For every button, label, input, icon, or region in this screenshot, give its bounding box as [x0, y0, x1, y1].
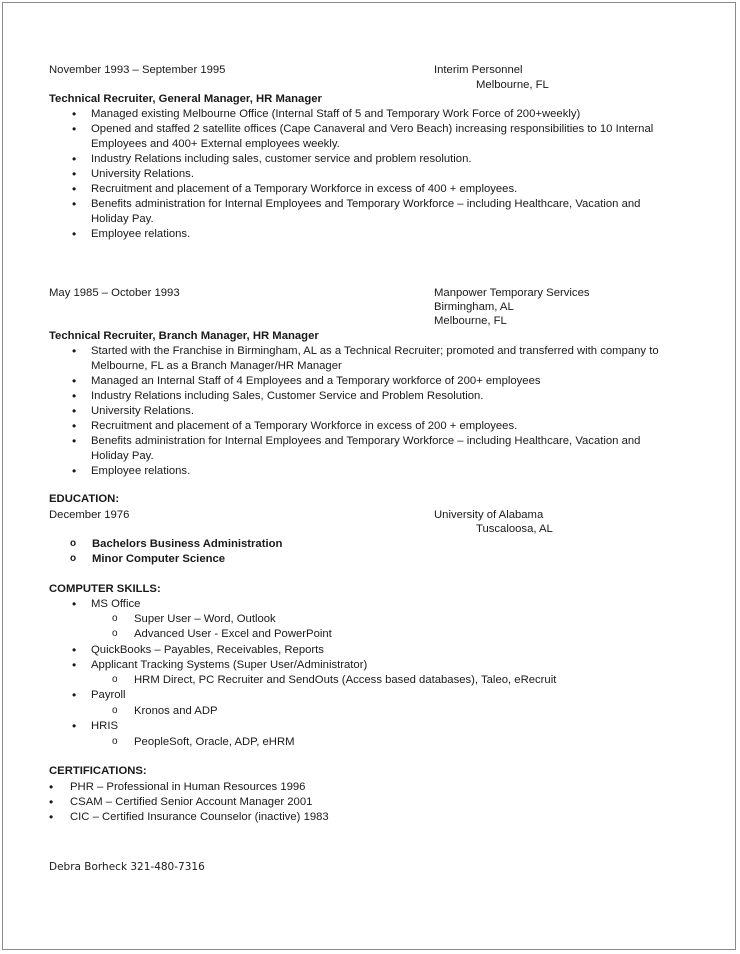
list-item: • Benefits administration for Internal Employees and Temporary Workforce – including Healthcare, Vacation and Holiday Pay.	[49, 197, 649, 227]
list-item: o Super User – Word, Outlook	[134, 612, 332, 627]
job1-bullet-list	[49, 107, 654, 242]
certifications-list	[49, 780, 329, 825]
hris-sub-list	[134, 735, 295, 750]
list-item: • Benefits administration for Internal Employees and Temporary Workforce – including Healthcare, Vacation and Holiday Pay.	[49, 434, 649, 464]
list-item: • Managed existing Melbourne Office (Internal Staff of 5 and Temporary Work Force of 200+weekly)	[49, 107, 649, 122]
job1-company: Interim Personnel	[434, 64, 523, 76]
list-item: • CIC – Certified Insurance Counselor (inactive) 1983	[49, 810, 329, 825]
list-item: • PHR – Professional in Human Resources 1996	[49, 780, 329, 795]
list-item: • University Relations.	[49, 404, 649, 419]
list-item: • MS Office	[49, 597, 649, 612]
education-school: University of Alabama	[434, 509, 544, 521]
job2-company: Manpower Temporary Services	[434, 287, 590, 299]
education-date: December 1976	[49, 509, 130, 521]
list-item: o Bachelors Business Administration	[92, 537, 282, 552]
skills-heading: COMPUTER SKILLS:	[49, 583, 161, 595]
skills-list-3	[49, 688, 649, 703]
list-item: o Advanced User - Excel and PowerPoint	[134, 627, 332, 642]
education-list	[92, 537, 282, 567]
ats-sub-list	[134, 673, 556, 688]
ms-office-sub-list	[134, 612, 332, 642]
list-item: • Managed an Internal Staff of 4 Employees and a Temporary workforce of 200+ employees	[49, 374, 649, 389]
list-item: • Payroll	[49, 688, 649, 703]
list-item: o Minor Computer Science	[92, 552, 282, 567]
list-item: • Employee relations.	[49, 227, 649, 242]
list-item: • Opened and staffed 2 satellite offices (Cape Canaveral and Vero Beach) increasing responsibilities to 10 Internal Employees and 400+ External employees weekly.	[49, 122, 649, 152]
list-item: o PeopleSoft, Oracle, ADP, eHRM	[134, 735, 295, 750]
skills-list	[49, 597, 649, 612]
education-location: Tuscaloosa, AL	[476, 523, 553, 535]
certifications-heading: CERTIFICATIONS:	[49, 765, 147, 777]
list-item: • CSAM – Certified Senior Account Manager 2001	[49, 795, 329, 810]
list-item: • Industry Relations including Sales, Customer Service and Problem Resolution.	[49, 389, 649, 404]
list-item: • Industry Relations including sales, customer service and problem resolution.	[49, 152, 649, 167]
list-item: • Applicant Tracking Systems (Super User/Administrator)	[49, 658, 649, 673]
skills-list-2	[49, 643, 649, 673]
payroll-sub-list	[134, 704, 218, 719]
list-item: o Kronos and ADP	[134, 704, 218, 719]
education-heading: EDUCATION:	[49, 493, 120, 505]
list-item: • Recruitment and placement of a Temporary Workforce in excess of 400 + employees.	[49, 182, 649, 197]
job1-title: Technical Recruiter, General Manager, HR Manager	[49, 93, 322, 105]
list-item: • Started with the Franchise in Birmingham, AL as a Technical Recruiter; promoted and transferred with company to Melbourne, FL as a Branch Manager/HR Manager	[49, 344, 649, 374]
job2-bullet-list	[49, 344, 659, 479]
list-item: • QuickBooks – Payables, Receivables, Reports	[49, 643, 649, 658]
list-item: • Employee relations.	[49, 464, 649, 479]
list-item: • University Relations.	[49, 167, 649, 182]
job2-title: Technical Recruiter, Branch Manager, HR Manager	[49, 330, 319, 342]
skills-list-4	[49, 719, 649, 734]
list-item: • Recruitment and placement of a Temporary Workforce in excess of 200 + employees.	[49, 419, 649, 434]
list-item: • HRIS	[49, 719, 649, 734]
list-item: o HRM Direct, PC Recruiter and SendOuts (Access based databases), Taleo, eRecruit	[134, 673, 556, 688]
footer-contact: Debra Borheck 321-480-7316	[49, 861, 205, 873]
job2-location-1: Birmingham, AL	[434, 301, 514, 313]
job2-location-2: Melbourne, FL	[434, 315, 507, 327]
job1-dates: November 1993 – September 1995	[49, 64, 226, 76]
job1-location: Melbourne, FL	[476, 79, 549, 91]
job2-dates: May 1985 – October 1993	[49, 287, 180, 299]
